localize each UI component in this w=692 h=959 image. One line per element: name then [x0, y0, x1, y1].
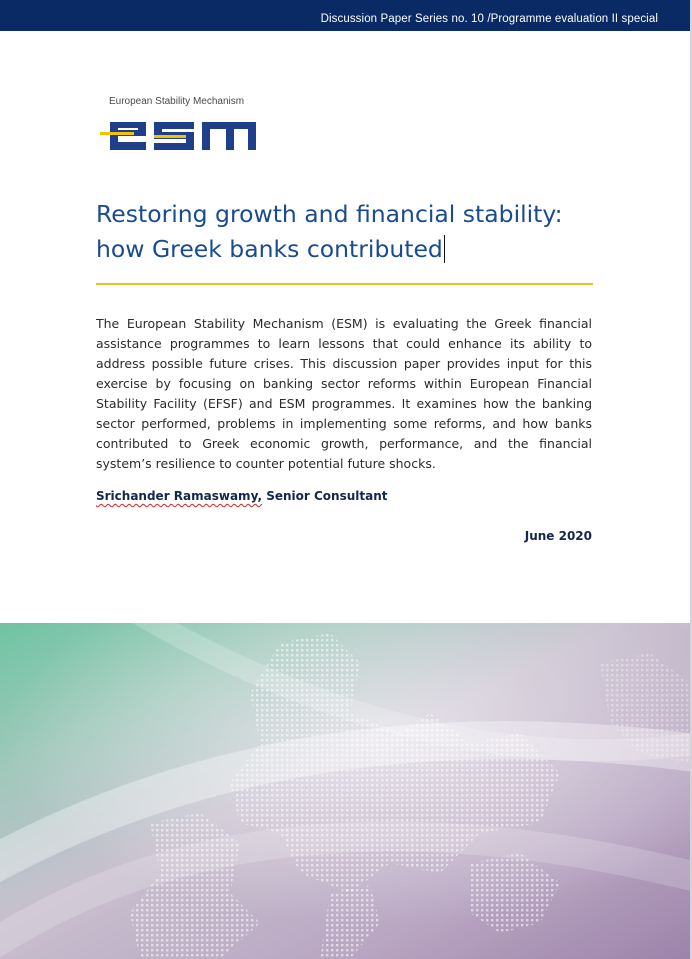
series-label: Discussion Paper Series no. 10 /Programme evaluation II special: [320, 13, 658, 25]
europe-map-cover-image: [0, 623, 690, 959]
title-line-2-wrap: [96, 232, 592, 267]
publication-date: June 2020: [524, 529, 592, 543]
esm-wordmark-logo: [100, 116, 262, 156]
abstract-paragraph: The European Stability Mechanism (ESM) is evaluating the Greek financial assistance programmes to learn lessons that could enhance its ability to address possible future crises. This discussion paper provides input for this exercise by focusing on banking sector reforms within European Financial Stability Facility (EFSF) and ESM programmes. It examines how the banking sector performed, problems in implementing some reforms, and how banks contributed to Greek economic growth, performance, and the financial system’s resilience to counter potential future shocks.: [96, 316, 592, 471]
cover-background-graphic: [0, 623, 690, 959]
header-bar: [0, 0, 692, 31]
title-line-2: how Greek banks contributed: [96, 235, 443, 263]
author-role: Senior Consultant: [266, 489, 388, 503]
author-line: [96, 489, 388, 503]
author-name: Srichander Ramaswamy,: [96, 489, 263, 503]
esm-logo: [100, 96, 262, 158]
title-line-1: Restoring growth and financial stability:: [96, 200, 563, 228]
document-title: [96, 197, 592, 267]
text-cursor: [444, 235, 445, 263]
title-divider: [96, 283, 593, 285]
logo-caption: European Stability Mechanism: [109, 96, 245, 107]
